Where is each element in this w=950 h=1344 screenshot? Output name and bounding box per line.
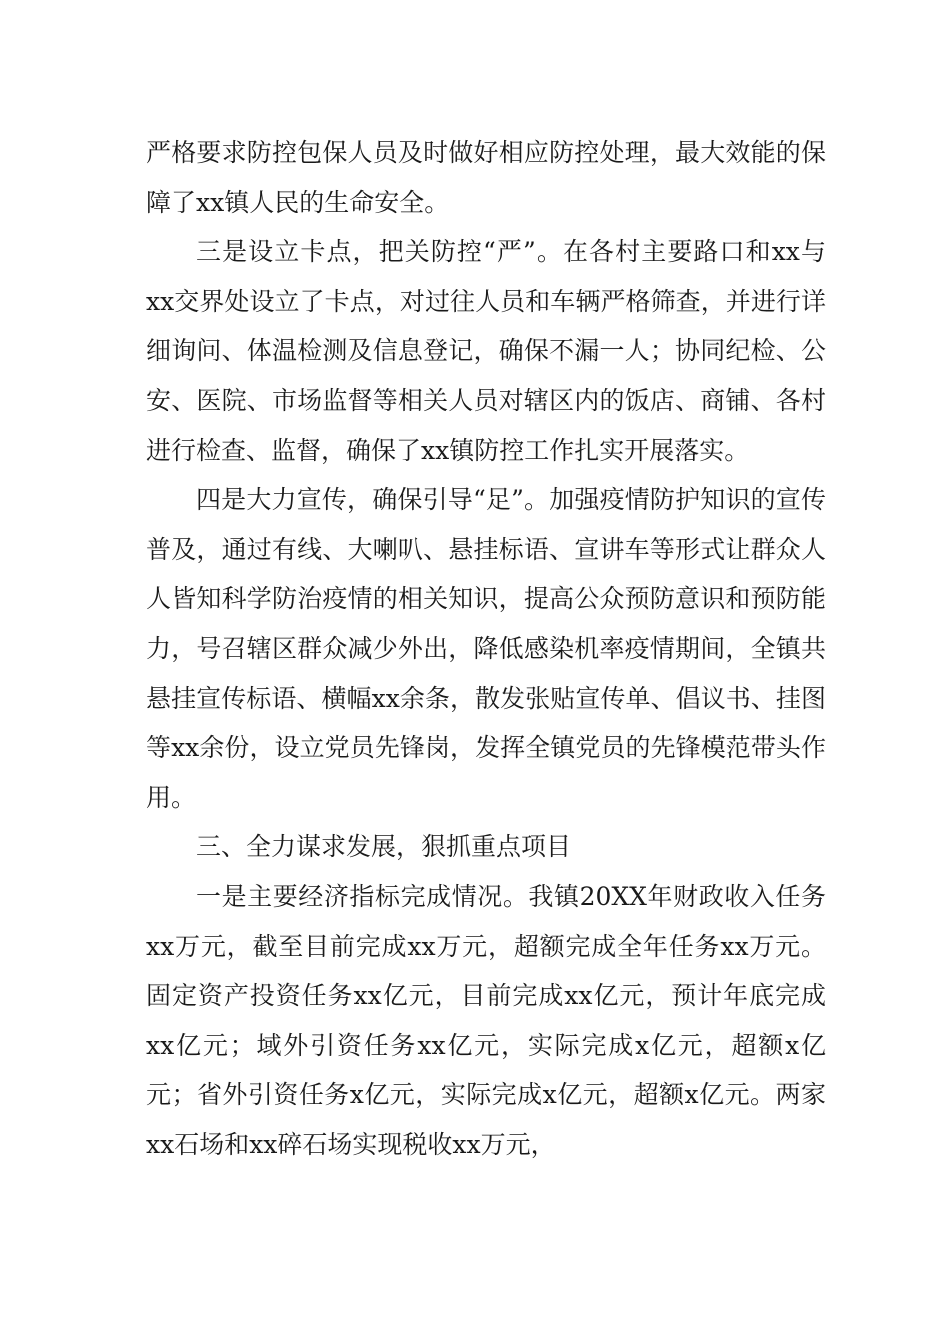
paragraph-3: 四是大力宣传，确保引导“足”。加强疫情防护知识的宣传普及，通过有线、大喇叭、悬挂标语、宣讲车等形式让群众人人皆知科学防治疫情的相关知识，提高公众预防意识和预防能力，号召辖区群众减少外出，降低感染机率疫情期间，全镇共悬挂宣传标语、横幅xx余条，散发张贴宣传单、倡议书、挂图等xx余份，设立党员先锋岗，发挥全镇党员的先锋模范带头作用。	[146, 485, 826, 812]
section-heading: 三、全力谋求发展，狠抓重点项目	[196, 832, 572, 862]
document-body	[146, 128, 826, 1169]
paragraph-1: 严格要求防控包保人员及时做好相应防控处理，最大效能的保障了xx镇人民的生命安全。	[146, 138, 826, 217]
paragraph-4: 一是主要经济指标完成情况。我镇20XX年财政收入任务xx万元，截至目前完成xx万元，超额完成全年任务xx万元。固定资产投资任务xx亿元，目前完成xx亿元，预计年底完成xx亿元；域外引资任务xx亿元，实际完成x亿元，超额x亿元；省外引资任务x亿元，实际完成x亿元，超额x亿元。两家xx石场和xx碎石场实现税收xx万元，	[146, 881, 826, 1159]
paragraph-2: 三是设立卡点，把关防控“严”。在各村主要路口和xx与xx交界处设立了卡点，对过往人员和车辆严格筛查，并进行详细询问、体温检测及信息登记，确保不漏一人；协同纪检、公安、医院、市场监督等相关人员对辖区内的饭店、商铺、各村进行检查、监督，确保了xx镇防控工作扎实开展落实。	[146, 237, 826, 465]
